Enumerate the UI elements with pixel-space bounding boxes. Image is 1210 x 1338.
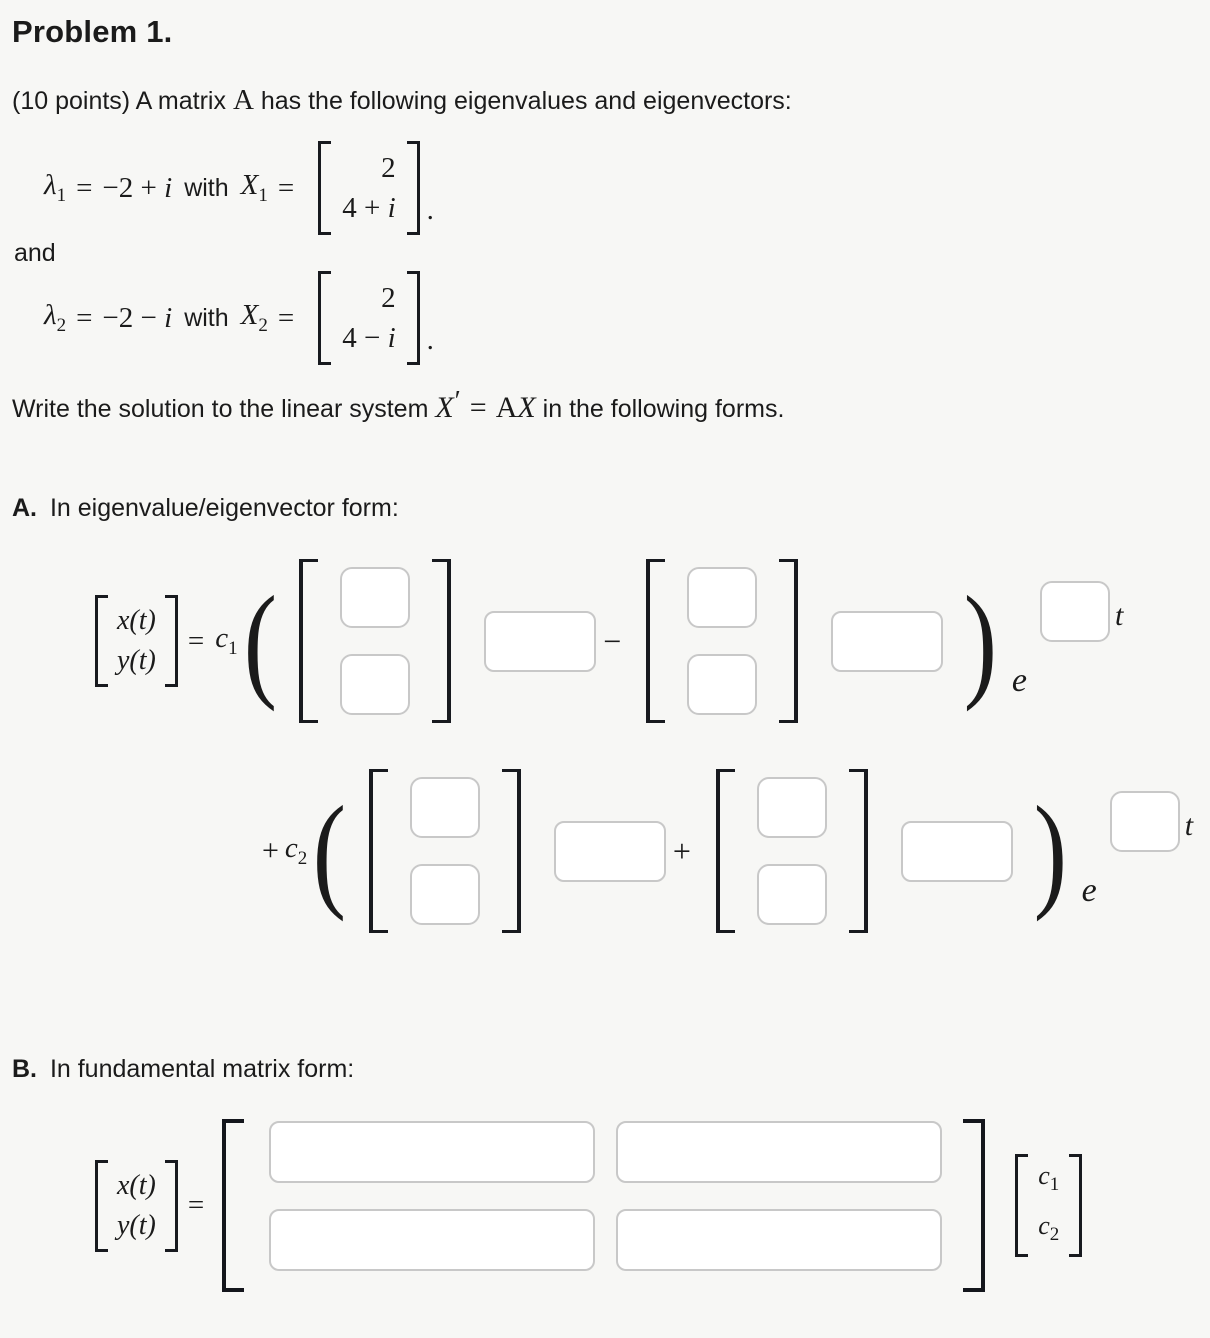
a-line1-vec1-row1-box[interactable] <box>340 567 410 628</box>
lhs-entry-y: y(t) <box>117 1209 156 1241</box>
left-bracket <box>369 769 388 933</box>
left-bracket <box>318 271 331 365</box>
matrix-entry-bottom: 4 − i <box>342 322 396 354</box>
fundamental-matrix-grid <box>244 1121 963 1291</box>
eigenvalue-1: −2 + i <box>102 171 173 204</box>
prime-mark: ′ <box>454 386 461 417</box>
fundamental-matrix-right-bracket <box>963 1119 985 1292</box>
with-label: with <box>184 173 229 202</box>
b-matrix-row2-col2-box[interactable] <box>616 1209 942 1271</box>
part-b-equation <box>95 1119 1210 1292</box>
answer-vector-1 <box>299 559 451 723</box>
close-paren: ) <box>963 570 998 712</box>
lhs-vector <box>95 1160 178 1252</box>
problem-title: Problem 1. <box>12 14 173 49</box>
equals-sign: = <box>187 1189 205 1221</box>
left-bracket <box>1015 1154 1028 1256</box>
lambda-1-symbol: $\lambda_1$ <box>44 169 67 206</box>
b-matrix-row2-col1-box[interactable] <box>269 1209 595 1271</box>
right-bracket <box>407 141 420 235</box>
intro-post: has the following eigenvalues and eigenvectors: <box>253 87 792 115</box>
coefficient-vector <box>1015 1154 1082 1256</box>
fundamental-matrix-left-bracket <box>222 1119 244 1292</box>
left-bracket <box>646 559 665 723</box>
a-symbol: A <box>495 391 518 424</box>
x-symbol: X <box>517 391 536 424</box>
a-line2-factor1-box[interactable] <box>554 821 666 882</box>
coefficient-c1: $c_1$ <box>1038 1161 1060 1196</box>
exp-variable-t: t <box>1184 809 1194 842</box>
coefficient-c2: $c_2$ <box>1038 1210 1060 1245</box>
answer-vector-4 <box>716 769 868 933</box>
right-bracket <box>165 595 178 687</box>
task-text <box>12 386 1210 425</box>
plus-operator: + <box>262 834 279 867</box>
left-bracket <box>95 595 108 687</box>
exp-variable-t: t <box>1114 599 1124 632</box>
coefficient-c1: $c_1$ <box>215 622 238 659</box>
a-line2-vec1-row2-box[interactable] <box>410 864 480 925</box>
left-bracket <box>716 769 735 933</box>
a-line1-vec2-row2-box[interactable] <box>687 654 757 715</box>
x-prime-symbol: X <box>435 391 454 424</box>
matrix-entry-bottom: 4 + i <box>342 192 396 224</box>
a-line1-vec2-row1-box[interactable] <box>687 567 757 628</box>
exp-base-e: e <box>1011 662 1027 699</box>
equals-sign: = <box>76 301 93 334</box>
answer-vector-2 <box>646 559 798 723</box>
part-a-equation-line-2 <box>262 769 1210 933</box>
eigenvector-2-matrix <box>318 271 419 365</box>
right-bracket <box>779 559 798 723</box>
eigenvector-1-symbol: $X_1$ <box>240 169 268 206</box>
task-post: in the following forms. <box>535 395 785 423</box>
a-line2-factor2-box[interactable] <box>901 821 1013 882</box>
right-bracket <box>502 769 521 933</box>
answer-vector-3 <box>369 769 521 933</box>
right-bracket <box>849 769 868 933</box>
right-bracket <box>165 1160 178 1252</box>
part-a-heading: A. In eigenvalue/eigenvector form: <box>12 494 399 522</box>
a-line2-vec2-row2-box[interactable] <box>757 864 827 925</box>
open-paren: ( <box>243 570 277 712</box>
eigenvalue-2: −2 − i <box>102 301 173 334</box>
right-bracket <box>1069 1154 1082 1256</box>
a-line1-vec1-row2-box[interactable] <box>340 654 410 715</box>
task-pre: Write the solution to the linear system <box>12 395 436 423</box>
period: . <box>426 194 434 226</box>
eigenpair-line-2 <box>44 271 1210 365</box>
close-paren: ) <box>1033 780 1067 922</box>
a-line1-exponent-box[interactable] <box>1040 581 1110 642</box>
eigenvector-1-matrix <box>318 141 419 235</box>
exponential-term <box>1081 809 1194 909</box>
exp-base-e: e <box>1081 872 1097 909</box>
right-bracket <box>432 559 451 723</box>
connector-text: and <box>14 239 56 267</box>
part-a-equation-line-1 <box>95 559 1210 723</box>
matrix-entry-top: 2 <box>381 282 396 314</box>
equals-sign: = <box>469 391 487 424</box>
left-bracket <box>95 1160 108 1252</box>
equals-sign: = <box>187 624 205 657</box>
left-bracket <box>318 141 331 235</box>
a-line1-factor1-box[interactable] <box>484 611 596 672</box>
b-matrix-row1-col1-box[interactable] <box>269 1121 595 1183</box>
lhs-vector <box>95 595 178 687</box>
eigenvector-2-symbol: $X_2$ <box>240 299 268 336</box>
lhs-entry-x: x(t) <box>117 605 156 636</box>
a-line1-factor2-box[interactable] <box>831 611 943 672</box>
lambda-2-symbol: $\lambda_2$ <box>44 299 67 336</box>
lhs-entry-y: y(t) <box>117 645 156 676</box>
intro-text <box>12 85 1210 116</box>
coefficient-c2: $c_2$ <box>284 832 308 869</box>
eigenpair-line-1 <box>44 141 1210 235</box>
plus-operator: + <box>672 832 691 869</box>
a-line2-exponent-box[interactable] <box>1110 791 1180 852</box>
a-line2-vec1-row1-box[interactable] <box>410 777 480 838</box>
a-line2-vec2-row1-box[interactable] <box>757 777 827 838</box>
equals-sign: = <box>277 171 295 204</box>
lhs-entry-x: x(t) <box>117 1169 156 1201</box>
exponential-term <box>1011 599 1124 699</box>
intro-pre: (10 points) A matrix <box>12 87 233 115</box>
equals-sign: = <box>76 171 93 204</box>
matrix-symbol: A <box>232 84 254 116</box>
b-matrix-row1-col2-box[interactable] <box>616 1121 942 1183</box>
period: . <box>426 324 434 356</box>
equals-sign: = <box>277 301 295 334</box>
right-bracket <box>407 271 420 365</box>
matrix-entry-top: 2 <box>381 152 396 184</box>
part-b-heading: B. In fundamental matrix form: <box>12 1055 355 1083</box>
open-paren: ( <box>312 780 347 922</box>
with-label: with <box>184 303 229 332</box>
minus-operator: − <box>603 622 622 659</box>
left-bracket <box>299 559 318 723</box>
